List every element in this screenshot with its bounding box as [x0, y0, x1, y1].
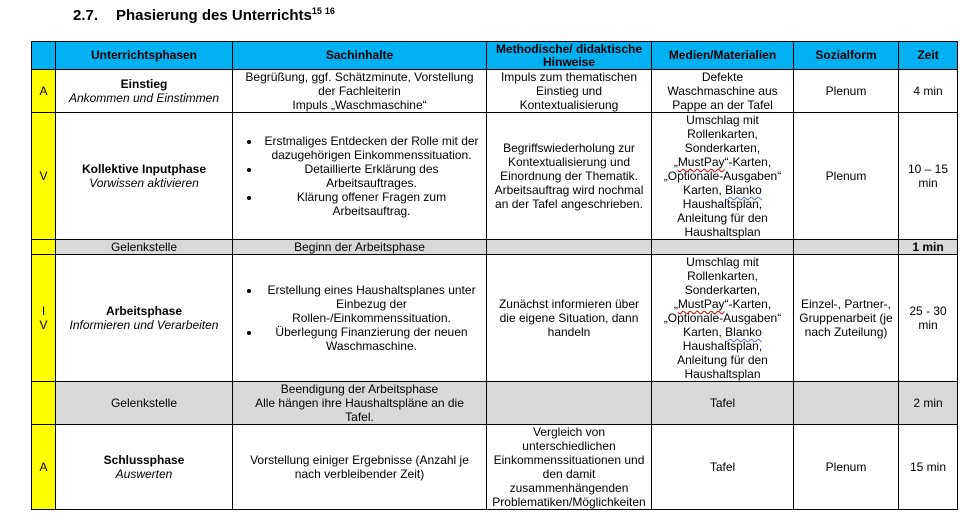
table-row — [32, 382, 958, 425]
media-line: Umschlag mit — [686, 255, 759, 269]
method-line: Begriffswiederholung zur — [503, 141, 635, 155]
phase-subtitle: Auswerten — [115, 467, 173, 481]
phase-name: Arbeitsphase — [105, 304, 183, 318]
media-line: Haushaltsplan, — [682, 339, 763, 353]
phase-letter: V — [32, 113, 56, 240]
content-bullet-list — [237, 134, 482, 218]
spellcheck-word: MustPay — [677, 297, 725, 311]
method-line: Einordnung der Thematik. — [500, 169, 638, 183]
media-text: “-Karten, — [724, 155, 772, 169]
footnote-ref[interactable]: 15 — [311, 6, 322, 16]
content-line: Impuls „Waschmaschine“ — [292, 98, 427, 112]
phase-subtitle: Informieren und Verarbeiten — [69, 318, 219, 332]
method-line: Problematiken/Möglichkeiten — [492, 495, 646, 509]
phase-cell — [56, 255, 233, 382]
time-cell: 10 – 15 min — [899, 113, 958, 240]
phase-letter: A — [32, 70, 56, 113]
phase-letter — [32, 240, 56, 255]
method-line: handeln — [547, 325, 591, 339]
table-header-row — [32, 42, 958, 70]
content-cell — [233, 425, 487, 510]
table-row — [32, 240, 958, 255]
media-cell: Tafel — [652, 425, 794, 510]
media-line — [656, 183, 789, 197]
content-line: nach verbleibender Zeit) — [294, 467, 425, 481]
media-cell — [652, 255, 794, 382]
method-line: den damit — [542, 467, 596, 481]
phase-cell — [56, 70, 233, 113]
method-cell — [487, 240, 652, 255]
social-cell — [794, 255, 899, 382]
table-row — [32, 70, 958, 113]
method-line: Zunächst informieren über — [498, 297, 640, 311]
social-line: nach Zuteilung) — [804, 325, 888, 339]
list-item: • Detaillierte Erklärung des Arbeitsauftrages. — [261, 162, 482, 190]
grammar-word: Blanko — [725, 183, 762, 197]
table-row — [32, 113, 958, 240]
media-text: Karten, — [683, 325, 726, 339]
phase-letter — [32, 255, 56, 382]
time-cell: 15 min — [899, 425, 958, 510]
content-cell: Beginn der Arbeitsphase — [233, 240, 487, 255]
content-cell — [233, 70, 487, 113]
content-cell — [233, 382, 487, 425]
media-line: Haushaltsplan — [684, 225, 761, 239]
media-line: Sonderkarten, — [684, 141, 761, 155]
grammar-word: Blanko — [725, 325, 762, 339]
header-content: Sachinhalte — [233, 42, 487, 70]
phase-name: Kollektive Inputphase — [81, 162, 207, 176]
list-item: • Erstellung eines Haushaltsplanes unter Einbezug der Rollen-/Einkommenssituation. — [261, 283, 482, 325]
header-social: Sozialform — [794, 42, 899, 70]
method-line: Arbeitsauftrag wird nochmal — [494, 183, 644, 197]
social-cell — [794, 382, 899, 425]
social-cell — [794, 240, 899, 255]
time-cell: 4 min — [899, 70, 958, 113]
section-heading — [73, 6, 335, 24]
header-phases: Unterrichtsphasen — [56, 42, 233, 70]
content-line: Alle hängen ihre Haushaltspläne an die — [255, 396, 464, 410]
method-cell — [487, 255, 652, 382]
media-line: Rollenkarten, — [687, 269, 758, 283]
lesson-plan-table — [31, 41, 958, 510]
media-cell: Tafel — [652, 382, 794, 425]
method-line: an der Tafel angeschrieben. — [495, 197, 643, 211]
social-cell: Plenum — [794, 70, 899, 113]
section-number: 2.7. — [73, 7, 99, 24]
list-item: • Überlegung Finanzierung der neuen Waschmaschine. — [261, 325, 482, 353]
method-cell — [487, 425, 652, 510]
media-line: „Optionale-Ausgaben“ — [663, 311, 782, 325]
spellcheck-word: MustPay — [677, 155, 725, 169]
phase-letter: A — [32, 425, 56, 510]
media-line: Haushaltsplan — [684, 367, 761, 381]
quote-mark: „ — [673, 297, 678, 311]
media-cell — [652, 70, 794, 113]
media-line — [656, 297, 789, 311]
phase-cell: Gelenkstelle — [56, 382, 233, 425]
time-cell: 2 min — [899, 382, 958, 425]
media-line — [656, 155, 789, 169]
media-text: “-Karten, — [724, 297, 772, 311]
media-line: Anleitung für den — [677, 353, 768, 367]
footnote-ref[interactable]: 16 — [324, 6, 335, 16]
content-line: Vorstellung einiger Ergebnisse (Anzahl je — [250, 453, 469, 467]
media-line: Anleitung für den — [677, 211, 768, 225]
method-line: Impuls zum thematischen — [500, 70, 638, 84]
phase-name: Einstieg — [120, 77, 168, 91]
section-title: Phasierung des Unterrichts — [116, 7, 312, 24]
content-cell — [233, 113, 487, 240]
method-cell — [487, 382, 652, 425]
phase-letter-part: I — [41, 304, 46, 318]
phase-cell — [56, 425, 233, 510]
phase-letter — [32, 382, 56, 425]
method-cell — [487, 113, 652, 240]
media-line: Haushaltsplan, — [682, 197, 763, 211]
quote-mark: „ — [673, 155, 678, 169]
social-cell: Plenum — [794, 113, 899, 240]
media-text: Karten, — [683, 183, 726, 197]
social-line: Gruppenarbeit (je — [799, 311, 893, 325]
content-line: der Fachleiterin — [318, 84, 401, 98]
media-line — [656, 325, 789, 339]
media-cell — [652, 113, 794, 240]
social-line: Einzel-, Partner-, — [800, 297, 892, 311]
media-line: Waschmaschine aus — [667, 84, 778, 98]
media-line: Rollenkarten, — [687, 127, 758, 141]
content-line: Beendigung der Arbeitsphase — [280, 382, 439, 396]
header-method: Methodische/ didaktische Hinweise — [487, 42, 652, 70]
time-cell: 1 min — [899, 240, 958, 255]
media-line: Umschlag mit — [686, 113, 759, 127]
phase-cell: Gelenkstelle — [56, 240, 233, 255]
method-line: die eigene Situation, dann — [499, 311, 639, 325]
table-row — [32, 425, 958, 510]
method-line: Einstieg und — [535, 84, 603, 98]
method-line: Kontextualisierung und — [507, 155, 631, 169]
list-item: • Erstmaliges Entdecken der Rolle mit der dazugehörigen Einkommenssituation. — [261, 134, 482, 162]
header-media: Medien/Materialien — [652, 42, 794, 70]
method-line: unterschiedlichen — [522, 439, 616, 453]
content-bullet-list — [237, 283, 482, 353]
header-letter — [32, 42, 56, 70]
list-item: • Klärung offener Fragen zum Arbeitsauftrag. — [261, 190, 482, 218]
phase-subtitle: Vorwissen aktivieren — [89, 176, 199, 190]
social-cell: Plenum — [794, 425, 899, 510]
media-line: Defekte — [701, 70, 744, 84]
content-line: Tafel. — [345, 410, 374, 424]
time-cell: 25 - 30 min — [899, 255, 958, 382]
method-line: zusammenhängenden — [509, 481, 629, 495]
method-line: Vergleich von — [532, 425, 606, 439]
phase-name: Schlussphase — [103, 453, 185, 467]
content-cell — [233, 255, 487, 382]
phase-subtitle: Ankommen und Einstimmen — [68, 91, 220, 105]
table-row — [32, 255, 958, 382]
media-cell — [652, 240, 794, 255]
method-line: Kontextualisierung — [519, 98, 619, 112]
media-line: „Optionale-Ausgaben“ — [663, 169, 782, 183]
method-line: Einkommenssituationen und — [493, 453, 645, 467]
media-line: Sonderkarten, — [684, 283, 761, 297]
content-line: Begrüßung, ggf. Schätzminute, Vorstellung — [245, 70, 474, 84]
header-time: Zeit — [899, 42, 958, 70]
phase-letter-part: V — [39, 318, 48, 332]
method-cell — [487, 70, 652, 113]
phase-cell — [56, 113, 233, 240]
media-line: Pappe an der Tafel — [672, 98, 773, 112]
